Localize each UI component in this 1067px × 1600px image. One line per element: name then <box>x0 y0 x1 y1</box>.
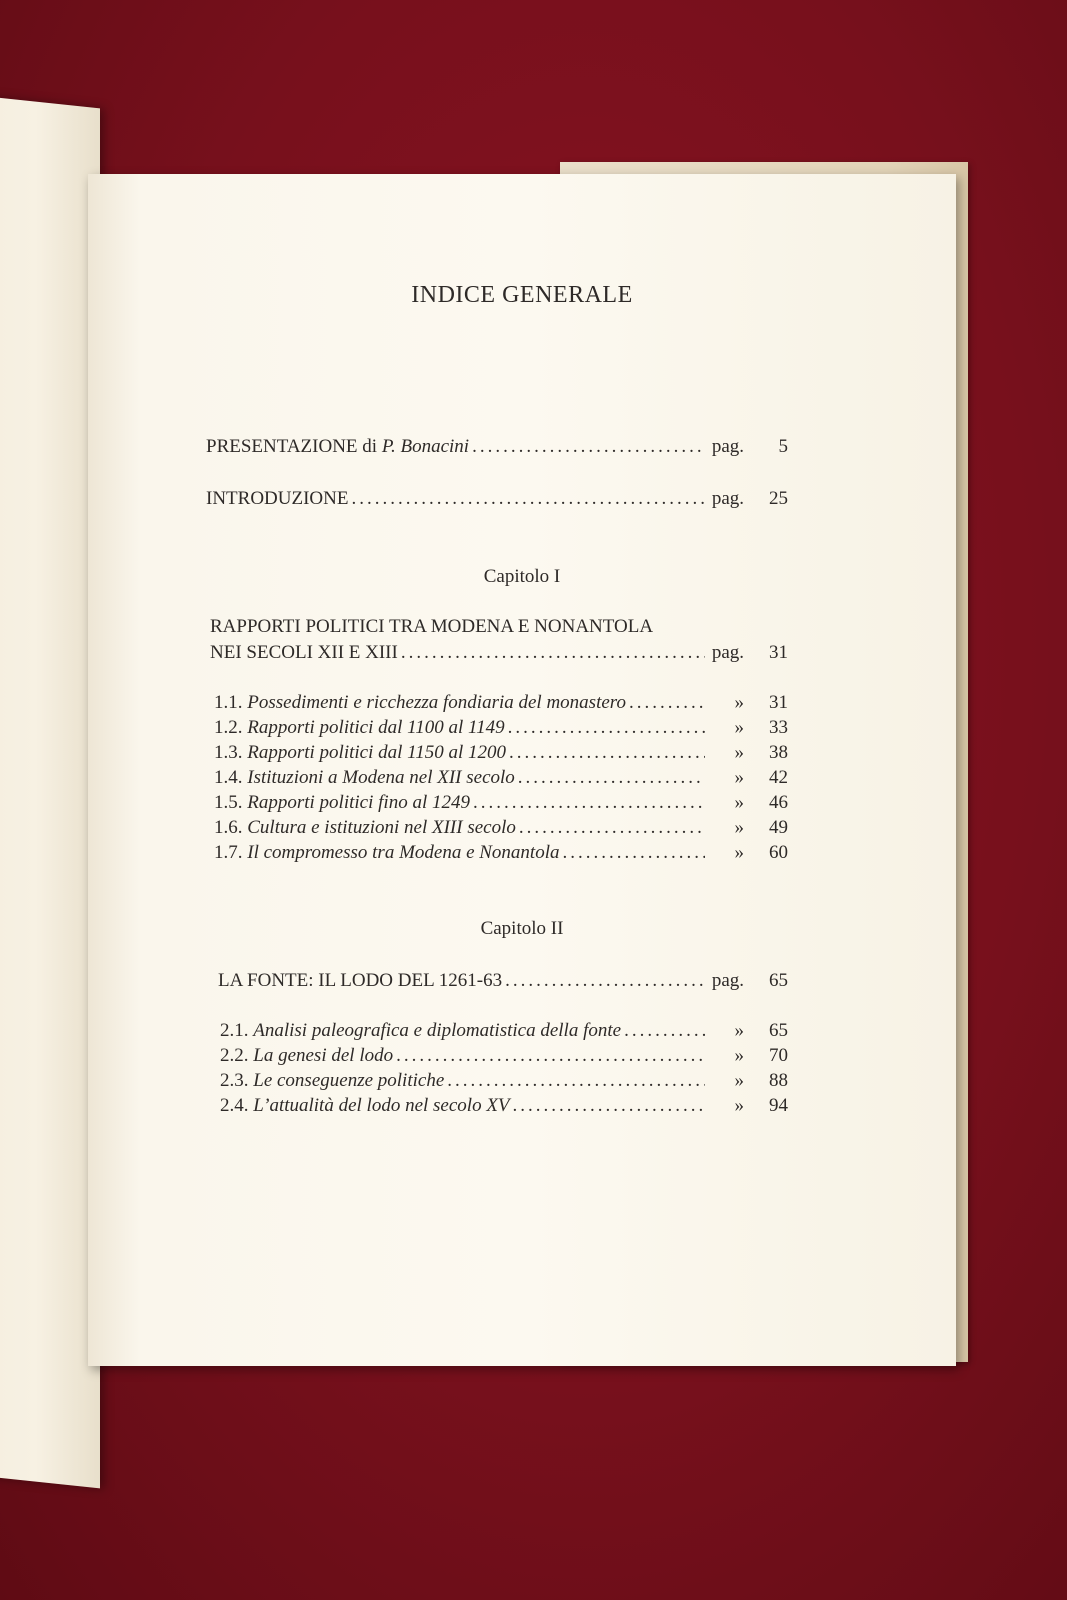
leader-dots <box>508 717 705 739</box>
section-title: Le conseguenze politiche <box>253 1070 445 1091</box>
section-entry <box>214 842 788 864</box>
entry-page-number: 65 <box>769 970 788 991</box>
section-entry <box>220 1020 788 1042</box>
leader-dots <box>563 842 706 864</box>
ditto-mark: » <box>734 1070 744 1091</box>
section-number: 1.5. <box>214 792 243 813</box>
section-title: Rapporti politici dal 1100 al 1149 <box>247 717 505 738</box>
section-page-number: 94 <box>769 1095 788 1116</box>
section-entry <box>214 742 788 764</box>
leader-dots <box>473 792 705 814</box>
section-title: L’attualità del lodo nel secolo XV <box>253 1095 510 1116</box>
entry-pag-mark: pag. <box>711 970 744 991</box>
chapter-2-title-row <box>218 970 788 992</box>
section-page-number: 42 <box>769 767 788 788</box>
section-entry <box>214 817 788 839</box>
leader-dots <box>351 488 705 510</box>
section-title: Possedimenti e ricchezza fondiaria del monastero <box>247 692 626 713</box>
entry-pag-mark: pag. <box>711 436 744 457</box>
section-entry <box>214 767 788 789</box>
section-page-number: 46 <box>769 792 788 813</box>
toc-entry-presentazione <box>206 436 788 458</box>
section-entry <box>220 1070 788 1092</box>
ditto-mark: » <box>734 742 744 763</box>
leader-dots <box>509 742 705 764</box>
entry-author: P. Bonacini <box>381 436 470 457</box>
section-number: 2.4. <box>220 1095 249 1116</box>
section-number: 1.3. <box>214 742 243 763</box>
ditto-mark: » <box>734 842 744 863</box>
ditto-mark: » <box>734 692 744 713</box>
leader-dots <box>513 1095 705 1117</box>
leader-dots <box>519 817 705 839</box>
leader-dots <box>447 1070 705 1092</box>
entry-page-number: 5 <box>778 436 788 457</box>
section-title: Rapporti politici fino al 1249 <box>247 792 470 813</box>
ditto-mark: » <box>734 717 744 738</box>
ditto-mark: » <box>734 1095 744 1116</box>
section-number: 1.7. <box>214 842 243 863</box>
section-entry <box>214 692 788 714</box>
section-entry <box>220 1045 788 1067</box>
section-number: 2.3. <box>220 1070 249 1091</box>
section-page-number: 88 <box>769 1070 788 1091</box>
entry-pag-mark: pag. <box>711 488 744 509</box>
leader-dots <box>624 1020 705 1042</box>
section-number: 2.2. <box>220 1045 249 1066</box>
section-number: 1.2. <box>214 717 243 738</box>
section-page-number: 49 <box>769 817 788 838</box>
section-page-number: 60 <box>769 842 788 863</box>
chapter-2-title: LA FONTE: IL LODO DEL 1261-63 <box>218 970 503 991</box>
section-page-number: 70 <box>769 1045 788 1066</box>
section-title: Analisi paleografica e diplomatistica della fonte <box>253 1020 622 1041</box>
section-entry <box>214 792 788 814</box>
ditto-mark: » <box>734 1045 744 1066</box>
section-number: 1.4. <box>214 767 243 788</box>
section-number: 2.1. <box>220 1020 249 1041</box>
section-entry <box>214 717 788 739</box>
section-page-number: 38 <box>769 742 788 763</box>
toc-entry-introduzione <box>206 488 788 510</box>
leader-dots <box>629 692 705 714</box>
chapter-2-heading: Capitolo II <box>480 918 564 939</box>
index-page <box>88 174 956 1366</box>
chapter-1-heading: Capitolo I <box>483 566 561 587</box>
leader-dots <box>401 642 705 664</box>
chapter-1-title-line2: NEI SECOLI XII E XIII <box>210 642 398 663</box>
section-page-number: 33 <box>769 717 788 738</box>
section-title: Cultura e istituzioni nel XIII secolo <box>247 817 516 838</box>
section-title: Rapporti politici dal 1150 al 1200 <box>247 742 507 763</box>
section-entry <box>220 1095 788 1117</box>
section-title: Istituzioni a Modena nel XII secolo <box>247 767 515 788</box>
section-title: Il compromesso tra Modena e Nonantola <box>247 842 560 863</box>
leader-dots <box>396 1045 705 1067</box>
ditto-mark: » <box>734 817 744 838</box>
facing-page-edge <box>0 92 100 1489</box>
ditto-mark: » <box>734 1020 744 1041</box>
entry-label: PRESENTAZIONE di <box>206 436 382 457</box>
chapter-1-title-line2-row <box>210 642 788 664</box>
leader-dots <box>518 767 705 789</box>
ditto-mark: » <box>734 767 744 788</box>
ditto-mark: » <box>734 792 744 813</box>
leader-dots <box>505 970 705 992</box>
section-page-number: 31 <box>769 692 788 713</box>
entry-page-number: 25 <box>769 488 788 509</box>
entry-page-number: 31 <box>769 642 788 663</box>
page-title: INDICE GENERALE <box>411 282 633 308</box>
leader-dots <box>472 436 705 458</box>
section-number: 1.6. <box>214 817 243 838</box>
entry-label: INTRODUZIONE <box>206 488 349 509</box>
section-title: La genesi del lodo <box>253 1045 394 1066</box>
entry-pag-mark: pag. <box>711 642 744 663</box>
chapter-1-title-line1: RAPPORTI POLITICI TRA MODENA E NONANTOLA <box>210 616 654 637</box>
section-page-number: 65 <box>769 1020 788 1041</box>
section-number: 1.1. <box>214 692 243 713</box>
